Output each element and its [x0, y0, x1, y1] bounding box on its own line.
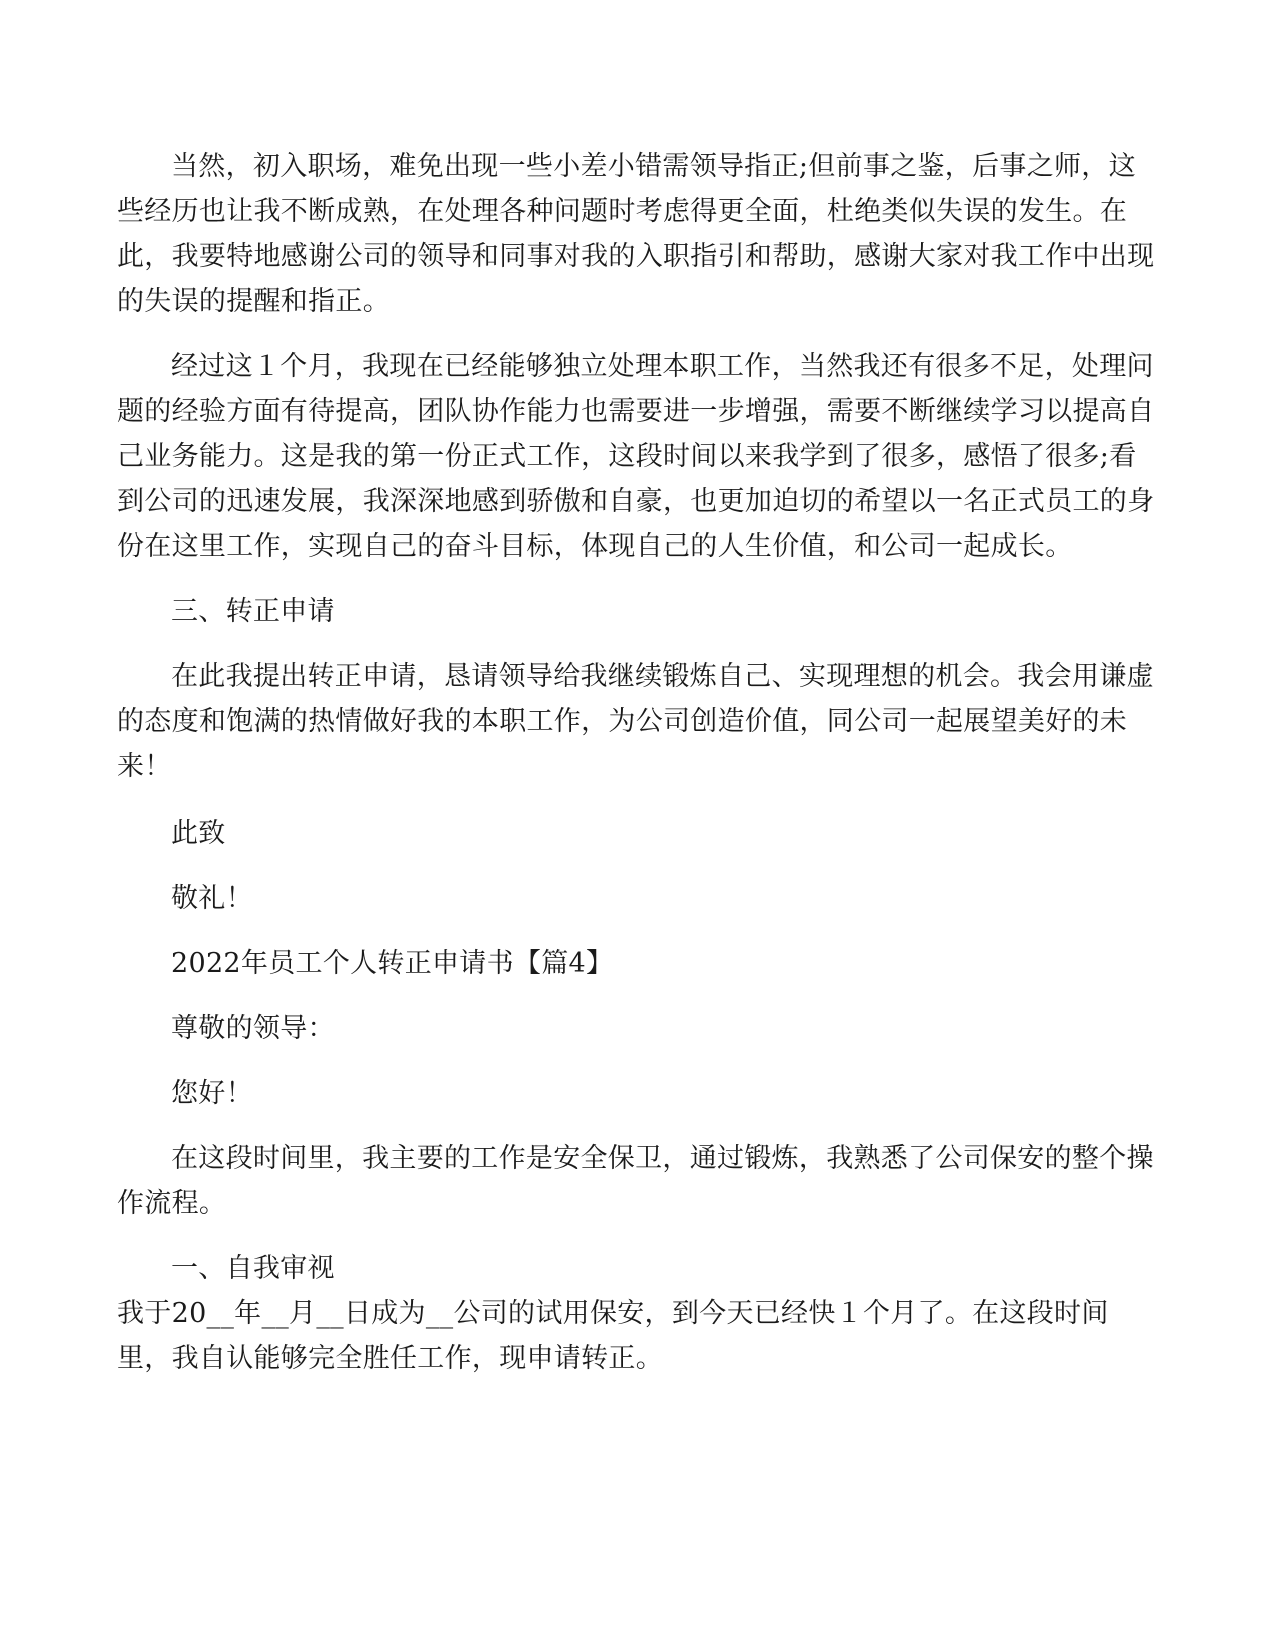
paragraph-gratitude: 当然，初入职场，难免出现一些小差小错需领导指正;但前事之鉴，后事之师，这些经历也让我不断成熟，在处理各种问题时考虑得更全面，杜绝类似失误的发生。在此，我要特地感谢公司的领导和同事对我的入职指引和帮助，感谢大家对我工作中出现的失误的提醒和指正。 — [117, 151, 1155, 317]
closing-regards: 敬礼！ — [171, 883, 253, 914]
paragraph-application: 在此我提出转正申请，恳请领导给我继续锻炼自己、实现理想的机会。我会用谦虚的态度和饱满的热情做好我的本职工作，为公司创造价值，同公司一起展望美好的未来！ — [117, 661, 1154, 782]
heading-self-review: 一、自我审视 — [171, 1253, 335, 1284]
document-body — [117, 144, 1157, 1381]
section-title-part4: 2022年员工个人转正申请书【篇4】 — [171, 948, 614, 979]
paragraph-duties: 在这段时间里，我主要的工作是安全保卫，通过锻炼，我熟悉了公司保安的整个操作流程。 — [117, 1143, 1154, 1219]
paragraph-progress: 经过这１个月，我现在已经能够独立处理本职工作，当然我还有很多不足，处理问题的经验方面有待提高，团队协作能力也需要进一步增强，需要不断继续学习以提高自己业务能力。这是我的第一份正式工作，这段时间以来我学到了很多，感悟了很多;看到公司的迅速发展，我深深地感到骄傲和自豪，也更加迫切的希望以一名正式员工的身份在这里工作，实现自己的奋斗目标，体现自己的人生价值，和公司一起成长。 — [117, 351, 1155, 562]
greeting-addressee: 尊敬的领导： — [171, 1013, 335, 1044]
closing-salutation: 此致 — [171, 818, 226, 849]
heading-section-three: 三、转正申请 — [171, 596, 335, 627]
greeting-hello: 您好！ — [171, 1078, 253, 1109]
paragraph-self-review: 我于20__年__月__日成为__公司的试用保安，到今天已经快１个月了。在这段时间里，我自认能够完全胜任工作，现申请转正。 — [117, 1298, 1109, 1374]
